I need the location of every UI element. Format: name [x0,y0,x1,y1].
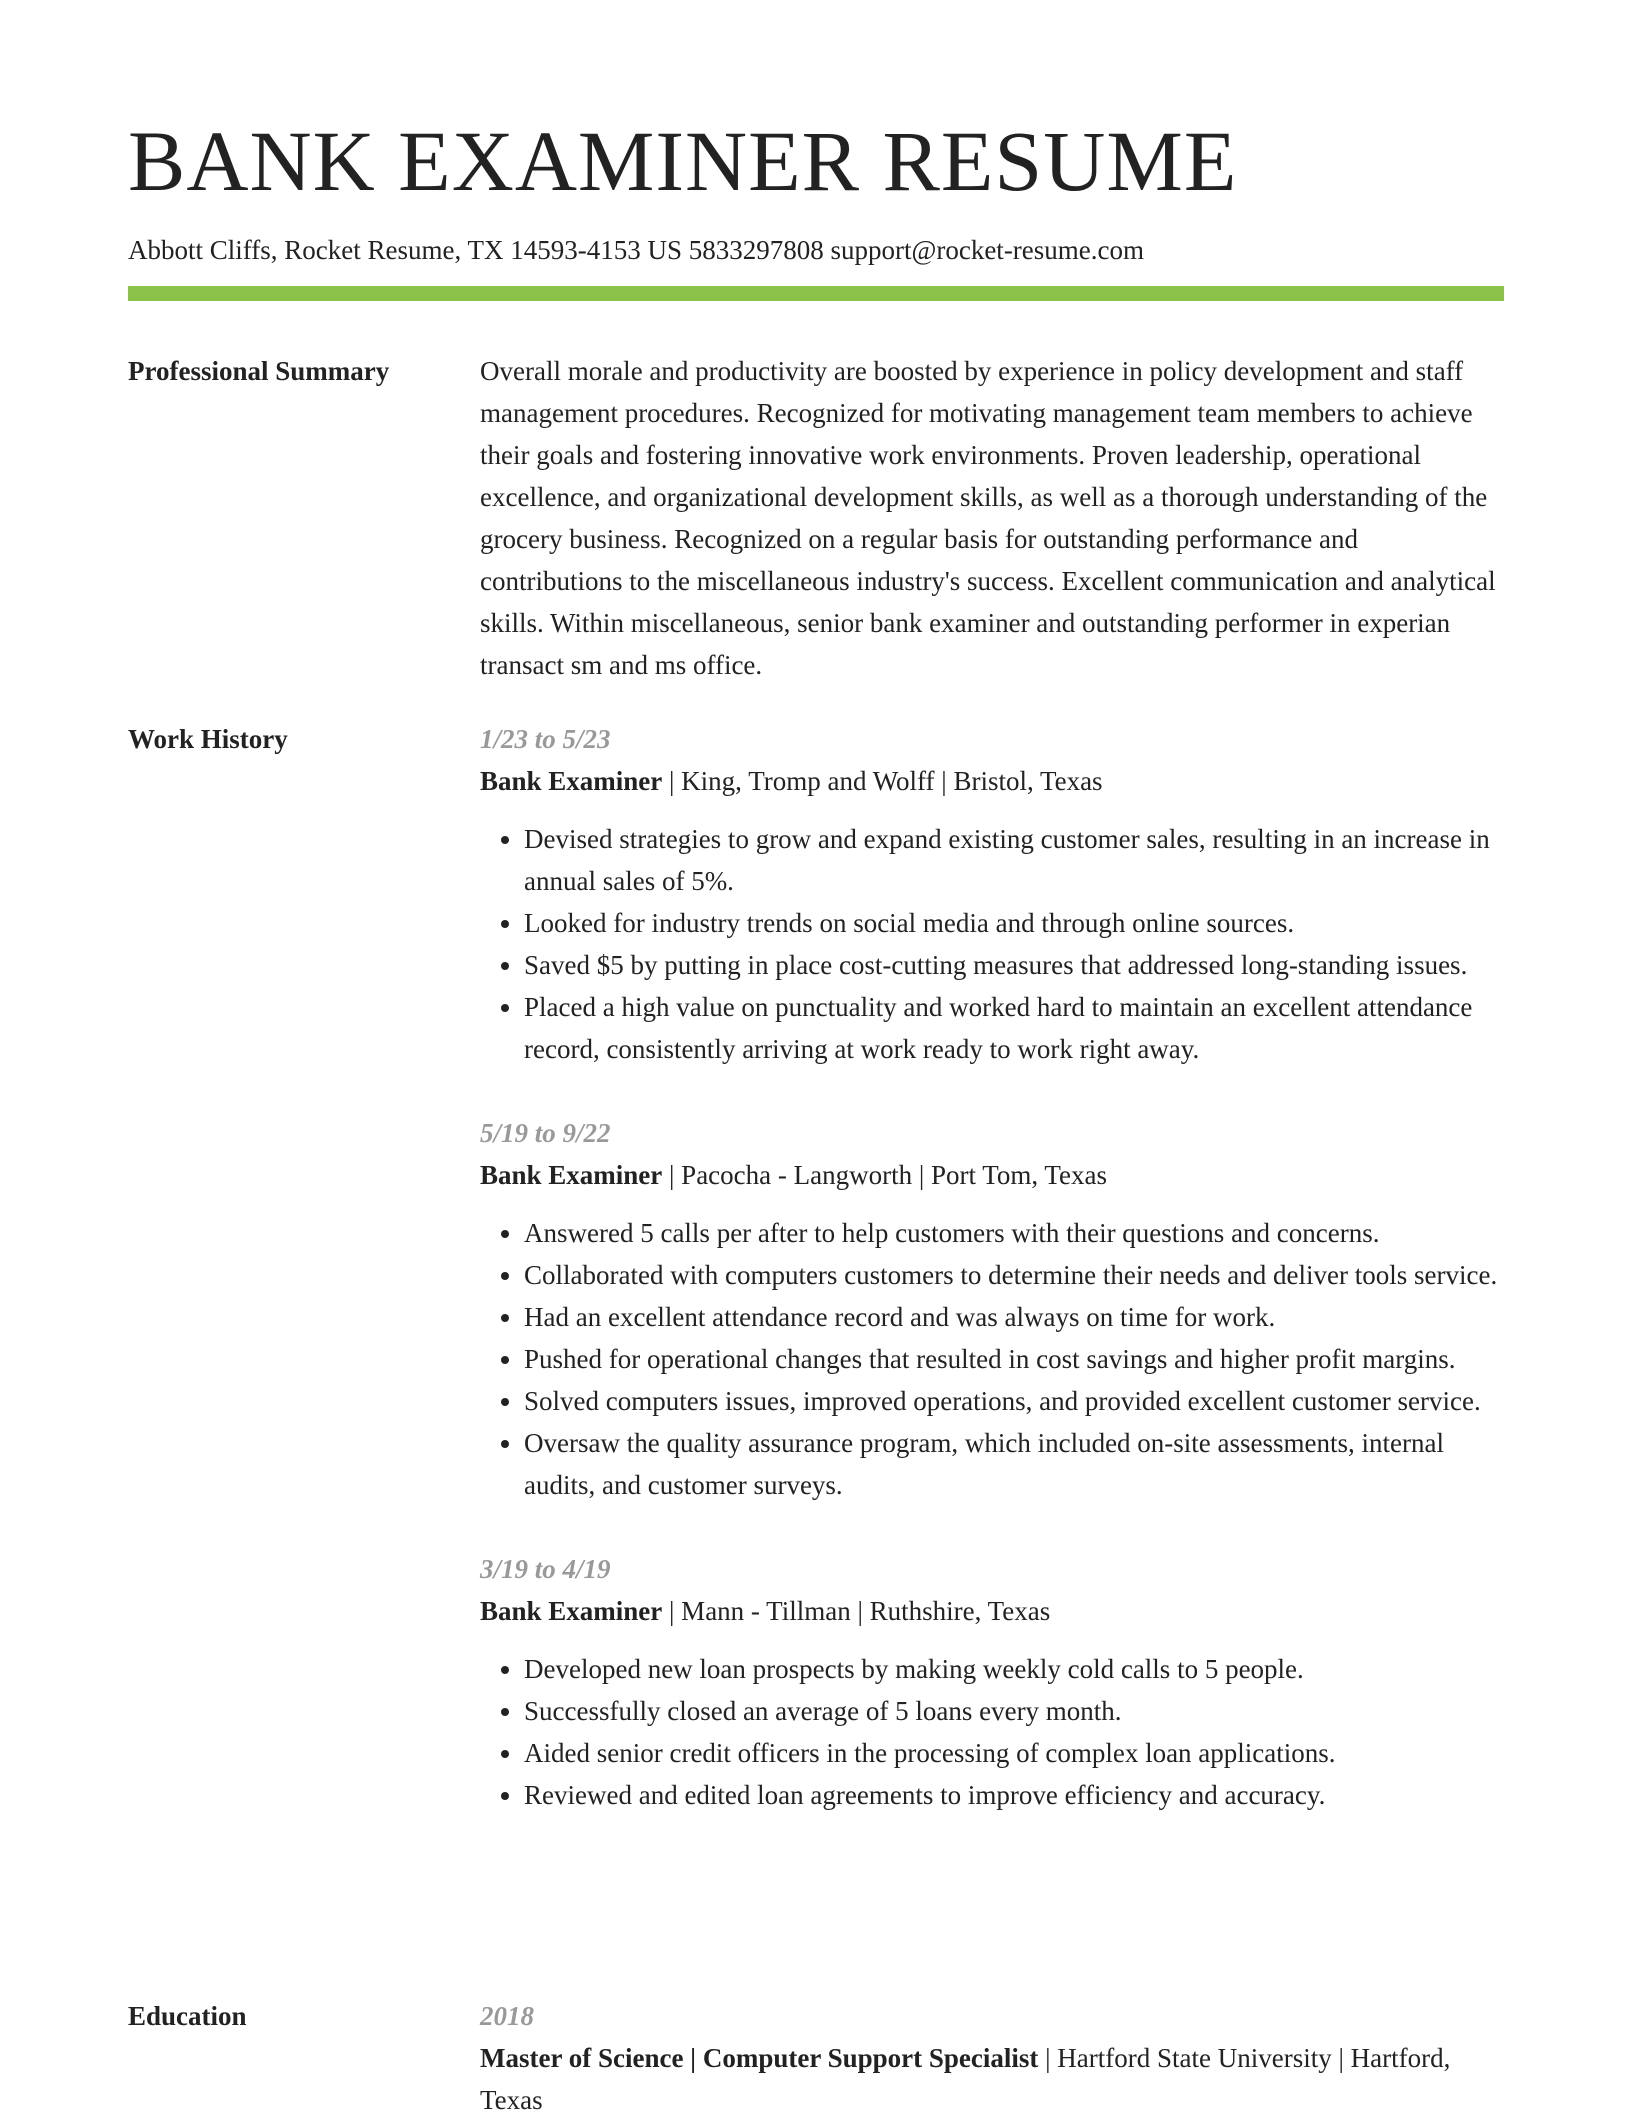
job-bullets [480,818,1504,1070]
summary-heading: Professional Summary [128,356,390,386]
job-bullet: • Reviewed and edited loan agreements to improve efficiency and accuracy. [524,1774,1504,1816]
job-bullet: • Successfully closed an average of 5 loans every month. [524,1690,1504,1732]
header-divider [128,286,1504,301]
job-date: 3/19 to 4/19 [480,1554,611,1584]
job-details: | Pacocha - Langworth | Port Tom, Texas [662,1160,1107,1190]
education-heading: Education [128,2001,247,2031]
job-bullet: • Aided senior credit officers in the processing of complex loan applications. [524,1732,1504,1774]
work-history-body [480,718,1504,1816]
job-date: 5/19 to 9/22 [480,1118,611,1148]
job-bullet: • Saved $5 by putting in place cost-cutting measures that addressed long-standing issues. [524,944,1504,986]
job-date: 1/23 to 5/23 [480,724,611,754]
job-bullet: • Pushed for operational changes that resulted in cost savings and higher profit margins. [524,1338,1504,1380]
education-details: | Hartford State University | Hartford, Texas [480,2043,1451,2115]
education-body [480,1995,1504,2121]
education-heading-line [480,2037,1504,2121]
job-details: | Mann - Tillman | Ruthshire, Texas [662,1596,1051,1626]
job-details: | King, Tromp and Wolff | Bristol, Texas [662,766,1103,796]
summary-body [480,350,1504,686]
job-heading [480,1154,1504,1196]
job-entry [480,718,1504,1070]
job-title: Bank Examiner [480,1596,663,1626]
resume-title: BANK EXAMINER RESUME [128,113,1238,209]
job-bullet: • Placed a high value on punctuality and worked hard to maintain an excellent attendance record, consistently arriving at work ready to work right away. [524,986,1504,1070]
job-bullets [480,1648,1504,1816]
job-bullet: • Collaborated with computers customers to determine their needs and deliver tools service. [524,1254,1504,1296]
job-title: Bank Examiner [480,1160,663,1190]
education-date: 2018 [480,2001,534,2031]
summary-text: Overall morale and productivity are boosted by experience in policy development and staff management procedures. Recognized for motivating management team members to achieve their goals and fostering innovative work environments. Proven leadership, operational excellence, and organizational development skills, as well as a thorough understanding of the grocery business. Recognized on a regular basis for outstanding performance and contributions to the miscellaneous industry's success. Excellent communication and analytical skills. Within miscellaneous, senior bank examiner and outstanding performer in experian transact sm and ms office. [480,356,1496,680]
job-bullet: • Oversaw the quality assurance program, which included on-site assessments, internal audits, and customer surveys. [524,1422,1504,1506]
degree-title: Master of Science | Computer Support Specialist [480,2043,1039,2073]
job-heading [480,760,1504,802]
job-bullet: • Devised strategies to grow and expand existing customer sales, resulting in an increase in annual sales of 5%. [524,818,1504,902]
job-bullet: • Had an excellent attendance record and was always on time for work. [524,1296,1504,1338]
job-title: Bank Examiner [480,766,663,796]
job-bullet: • Answered 5 calls per after to help customers with their questions and concerns. [524,1212,1504,1254]
job-entry [480,1112,1504,1506]
contact-line: Abbott Cliffs, Rocket Resume, TX 14593-4153 US 5833297808 support@rocket-resume.com [128,235,1145,265]
work-history-heading: Work History [128,724,288,754]
job-entry [480,1548,1504,1816]
job-bullet: • Developed new loan prospects by making weekly cold calls to 5 people. [524,1648,1504,1690]
job-bullets [480,1212,1504,1506]
job-bullet: • Solved computers issues, improved operations, and provided excellent customer service. [524,1380,1504,1422]
job-bullet: • Looked for industry trends on social media and through online sources. [524,902,1504,944]
job-heading [480,1590,1504,1632]
